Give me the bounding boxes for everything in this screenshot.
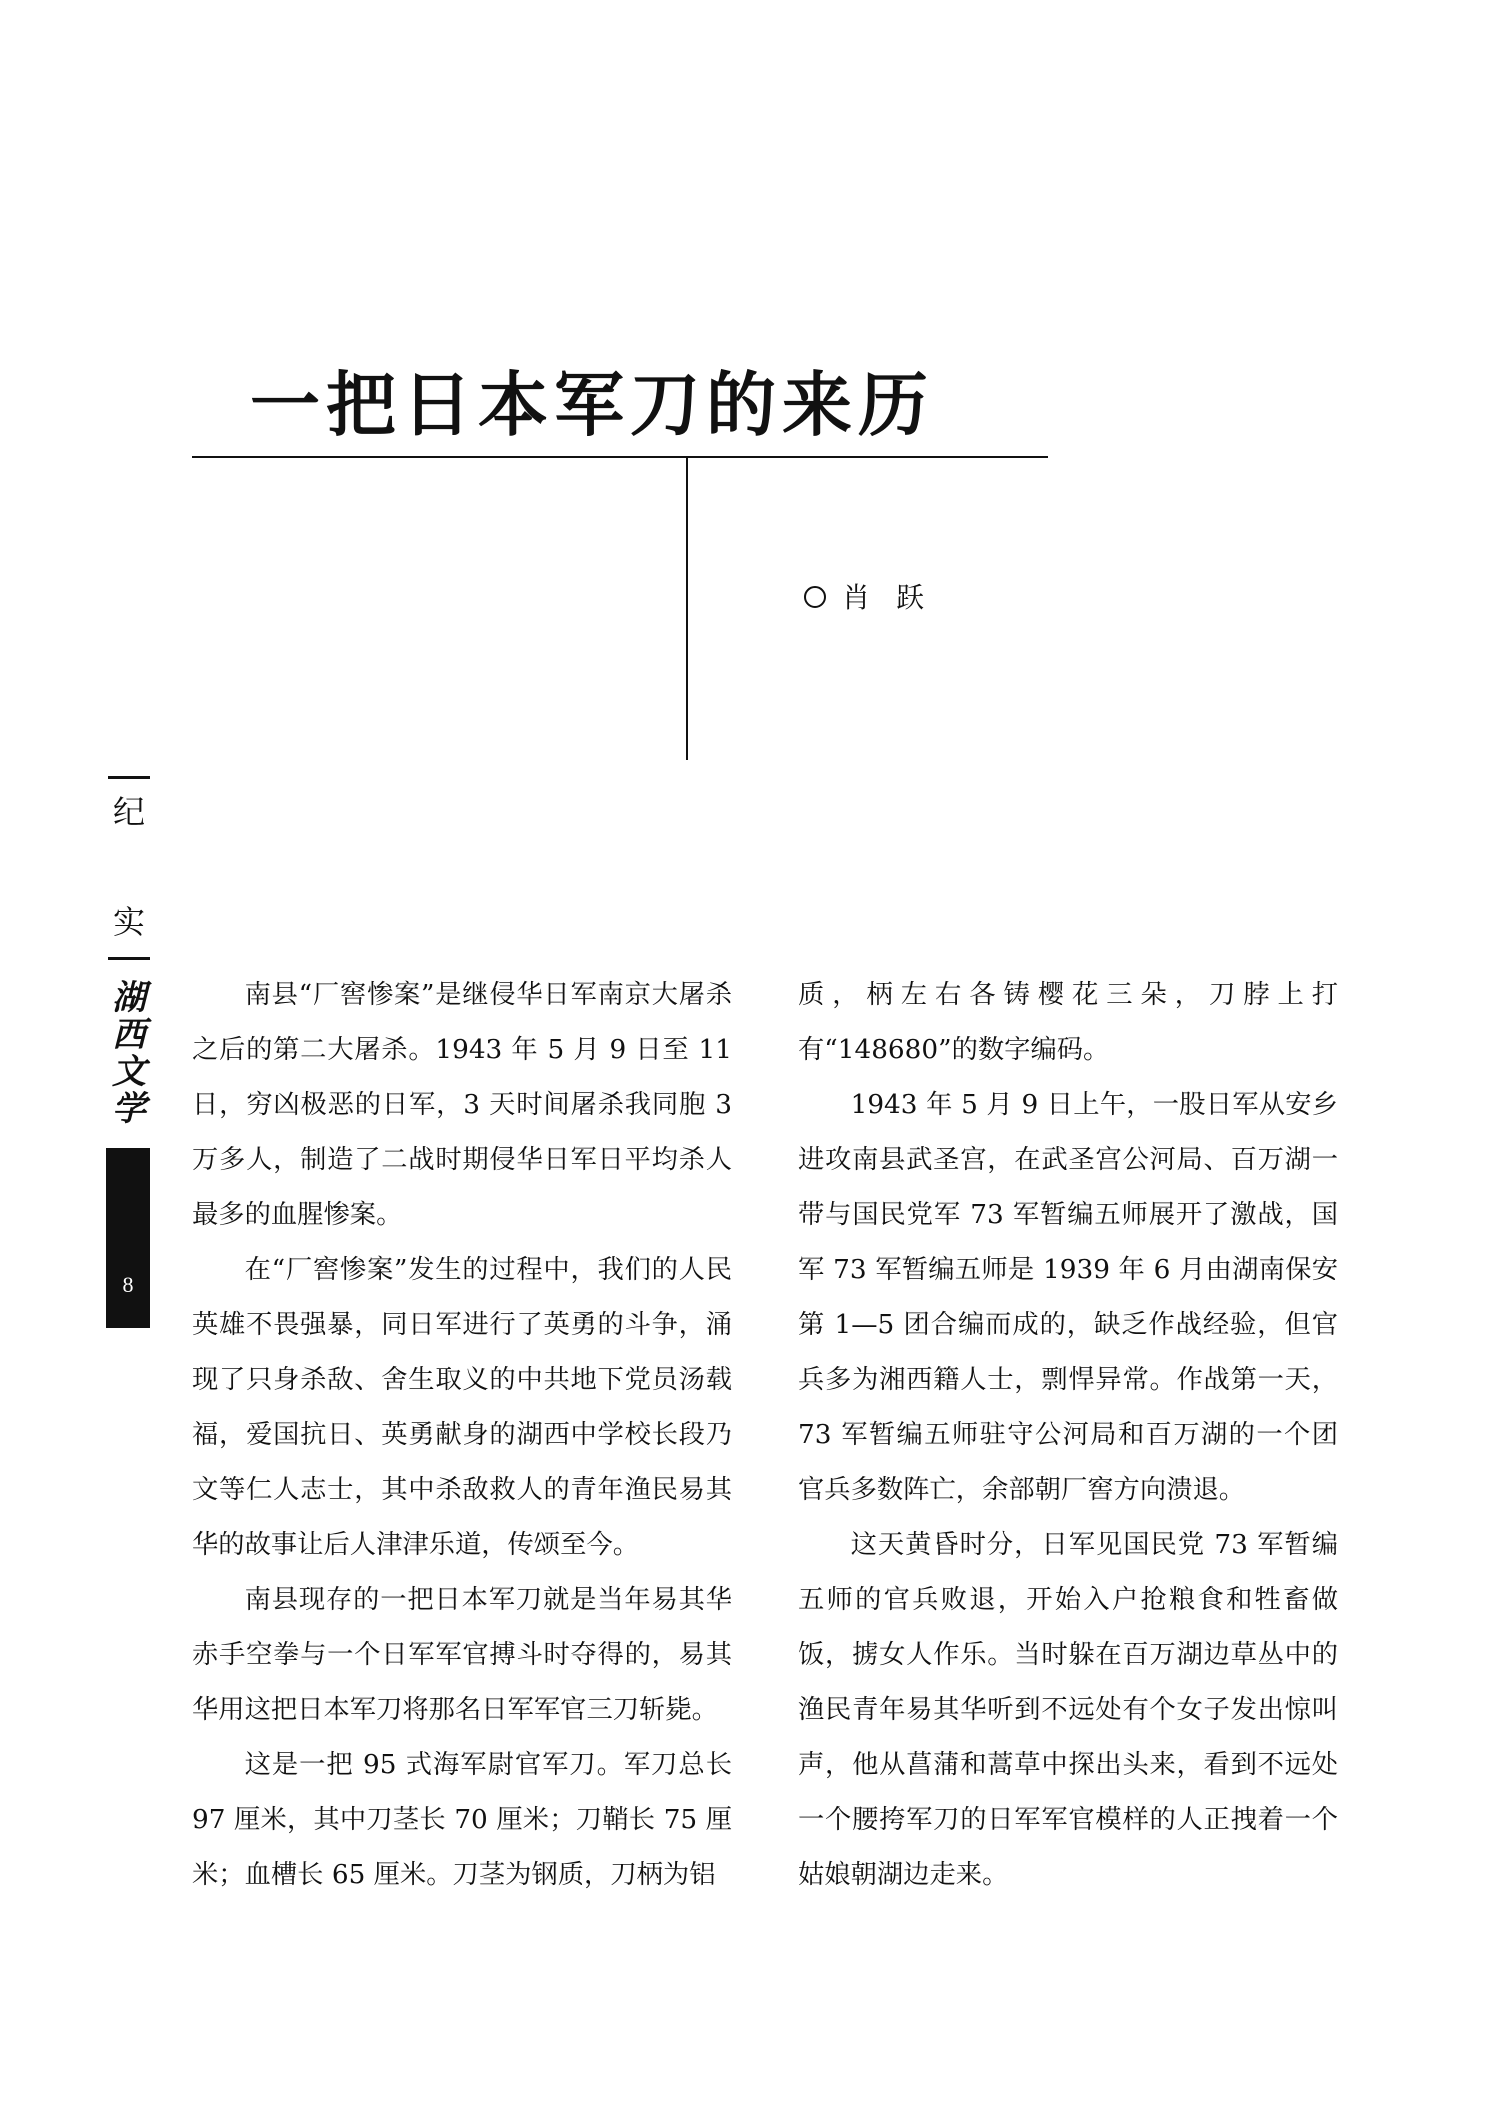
title-underline — [192, 456, 1048, 458]
paragraph: 在“厂窖惨案”发生的过程中，我们的人民英雄不畏强暴，同日军进行了英勇的斗争，涌现了只身杀敌、舍生取义的中共地下党员汤载福，爱国抗日、英勇献身的湖西中学校长段乃文等仁人志士，其中杀敌救人的青年渔民易其华的故事让后人津津乐道，传颂至今。 — [192, 1255, 732, 1560]
page-number-block — [106, 1148, 150, 1328]
section-char-shi: 实 — [112, 903, 145, 941]
paragraph: 南县现存的一把日本军刀就是当年易其华赤手空拳与一个日军军官搏斗时夺得的，易其华用这把日本军刀将那名日军军官三刀斩毙。 — [192, 1585, 732, 1725]
circle-icon — [804, 586, 826, 608]
magazine-logo — [108, 980, 150, 1128]
paragraph: 这天黄昏时分，日军见国民党 73 军暂编五师的官兵败退，开始入户抢粮食和牲畜做饭，掳女人作乐。当时躲在百万湖边草丛中的渔民青年易其华听到不远处有个女子发出惊叫声，他从菖蒲和蒿草中探出头来，看到不远处一个腰挎军刀的日军军官模样的人正拽着一个姑娘朝湖边走来。 — [798, 1530, 1338, 1890]
section-char-ji: 纪 — [112, 793, 145, 831]
magazine-logo-char: 学 — [112, 1089, 146, 1129]
paragraph: 这是一把 95 式海军尉官军刀。军刀总长 97 厘米，其中刀茎长 70 厘米；刀鞘长 75 厘米；血槽长 65 厘米。刀茎为钢质，刀柄为铝 — [192, 1750, 732, 1890]
paragraph: 南县“厂窖惨案”是继侵华日军南京大屠杀之后的第二大屠杀。1943 年 5 月 9 日至 11 日，穷凶极恶的日军，3 天时间屠杀我同胞 3 万多人，制造了二战时期侵华日军日平均杀人最多的血腥惨案。 — [192, 980, 732, 1230]
magazine-logo-char: 湖 — [112, 978, 146, 1018]
vertical-divider — [686, 457, 688, 760]
paragraph-continuation: 质，柄左右各铸樱花三朵，刀脖上打有“148680”的数字编码。 — [798, 980, 1338, 1065]
paragraph: 1943 年 5 月 9 日上午，一股日军从安乡进攻南县武圣宫，在武圣宫公河局、百万湖一带与国民党军 73 军暂编五师展开了激战，国军 73 军暂编五师是 1939 年 6 月由湖南保安第 1—5 团合编而成的，缺乏作战经验，但官兵多为湘西籍人士，剽悍异常。作战第一天，73 军暂编五师驻守公河局和百万湖的一个团官兵多数阵亡，余部朝厂窖方向溃退。 — [798, 1090, 1338, 1505]
author-line — [804, 578, 950, 618]
magazine-logo-char: 西 — [112, 1015, 146, 1055]
article-title: 一把日本军刀的来历 — [250, 364, 934, 446]
sidebar-rule-top — [108, 776, 150, 779]
author-name: 肖跃 — [842, 581, 951, 614]
body-column-left — [192, 968, 732, 1903]
page-number: 8 — [122, 1272, 134, 1297]
body-column-right — [798, 968, 1338, 1903]
sidebar-rule-middle — [108, 957, 150, 960]
magazine-logo-char: 文 — [112, 1052, 146, 1092]
